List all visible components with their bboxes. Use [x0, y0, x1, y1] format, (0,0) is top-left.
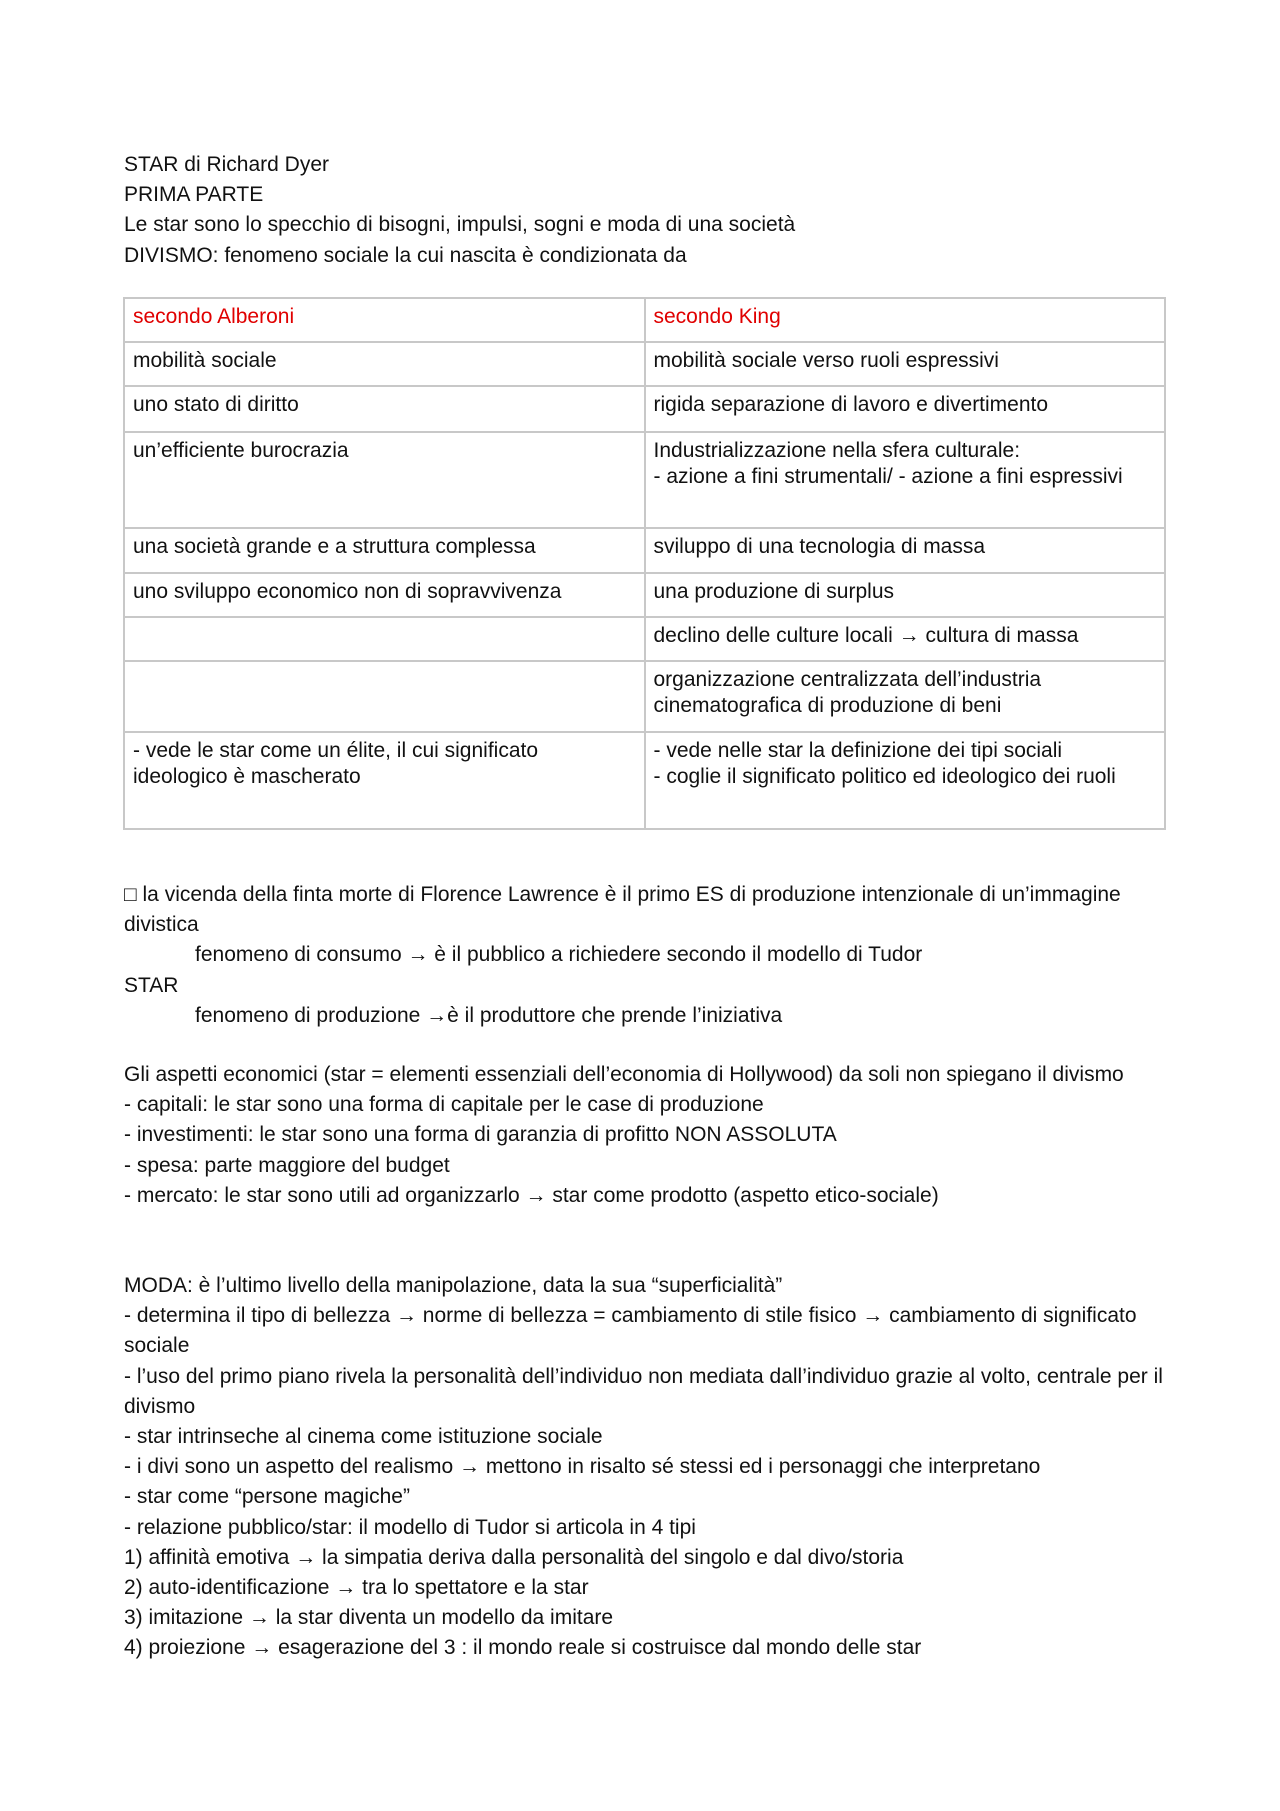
cell: mobilità sociale verso ruoli espressivi — [645, 342, 1166, 386]
cell: una produzione di surplus — [645, 573, 1166, 617]
list-item: - star intrinseche al cinema come istituzione sociale — [124, 1425, 603, 1449]
table-row — [124, 432, 1165, 528]
table-row — [124, 617, 1165, 661]
cell: mobilità sociale — [124, 342, 645, 386]
list-item: 3) imitazione → la star diventa un modello da imitare — [124, 1606, 614, 1630]
cell: declino delle culture locali → cultura di massa — [645, 617, 1166, 661]
cell — [124, 617, 645, 661]
part-heading: PRIMA PARTE — [124, 183, 264, 207]
table-row — [124, 661, 1165, 732]
cell: una società grande e a struttura complessa — [124, 528, 645, 573]
cell: - vede le star come un élite, il cui significato ideologico è mascherato — [124, 732, 645, 829]
intro-line: DIVISMO: fenomeno sociale la cui nascita è condizionata da — [124, 243, 687, 267]
cell: sviluppo di una tecnologia di massa — [645, 528, 1166, 573]
table-row — [124, 342, 1165, 386]
list-item: - mercato: le star sono utili ad organizzarlo → star come prodotto (aspetto etico-sociale) — [124, 1183, 939, 1207]
list-item: - i divi sono un aspetto del realismo → mettono in risalto sé stessi ed i personaggi che interpretano — [124, 1455, 1041, 1479]
paragraph: MODA: è l’ultimo livello della manipolazione, data la sua “superficialità” — [124, 1274, 783, 1297]
intro-line: Le star sono lo specchio di bisogni, impulsi, sogni e moda di una società — [124, 213, 796, 237]
section-economics — [124, 1060, 1184, 1211]
list-item: - star come “persone magiche” — [124, 1485, 410, 1509]
cell: uno stato di diritto — [124, 386, 645, 432]
table-row — [124, 528, 1165, 573]
list-item: - l’uso del primo piano rivela la personalità dell’individuo non mediata dall’individuo grazie al volto, centrale per il divismo — [124, 1364, 1169, 1418]
table-row — [124, 732, 1165, 829]
list-item: - spesa: parte maggiore del budget — [124, 1153, 450, 1177]
list-item: - determina il tipo di bellezza → norme di bellezza = cambiamento di stile fisico → cambiamento di significato sociale — [124, 1304, 1143, 1358]
section-lawrence — [124, 880, 1184, 1031]
list-item: - capitali: le star sono una forma di capitale per le case di produzione — [124, 1093, 764, 1117]
cell: Industrializzazione nella sfera culturale: - azione a fini strumentali/ - azione a fini espressivi — [645, 432, 1166, 528]
table-row — [124, 386, 1165, 432]
cell: rigida separazione di lavoro e divertimento — [645, 386, 1166, 432]
cell: - vede nelle star la definizione dei tipi sociali - coglie il significato politico ed ideologico dei ruoli — [645, 732, 1166, 829]
list-item: 2) auto-identificazione → tra lo spettatore e la star — [124, 1576, 589, 1600]
paragraph: fenomeno di produzione →è il produttore che prende l’iniziativa — [195, 1003, 783, 1027]
header-king: secondo King — [645, 298, 1166, 342]
paragraph: STAR — [124, 973, 179, 997]
table-header-row — [124, 298, 1165, 342]
list-item: 1) affinità emotiva → la simpatia deriva dalla personalità del singolo e dal divo/storia — [124, 1545, 904, 1569]
paragraph: □ la vicenda della finta morte di Florence Lawrence è il primo ES di produzione intenzionale di un’immagine divistica — [124, 883, 1127, 937]
section-moda — [124, 1271, 1184, 1664]
paragraph: Gli aspetti economici (star = elementi essenziali dell’economia di Hollywood) da soli non spiegano il divismo — [124, 1063, 1124, 1086]
doc-title: STAR di Richard Dyer — [124, 153, 329, 176]
list-item: - investimenti: le star sono una forma di garanzia di profitto NON ASSOLUTA — [124, 1123, 837, 1147]
intro — [124, 150, 1184, 271]
cell: organizzazione centralizzata dell’industria cinematografica di produzione di beni — [645, 661, 1166, 732]
list-item: - relazione pubblico/star: il modello di Tudor si articola in 4 tipi — [124, 1515, 696, 1539]
cell: uno sviluppo economico non di sopravvivenza — [124, 573, 645, 617]
comparison-table — [123, 297, 1166, 830]
cell — [124, 661, 645, 732]
cell: un’efficiente burocrazia — [124, 432, 645, 528]
list-item: 4) proiezione → esagerazione del 3 : il mondo reale si costruisce dal mondo delle star — [124, 1636, 922, 1660]
header-alberoni: secondo Alberoni — [124, 298, 645, 342]
paragraph: fenomeno di consumo → è il pubblico a richiedere secondo il modello di Tudor — [195, 943, 923, 967]
table-row — [124, 573, 1165, 617]
